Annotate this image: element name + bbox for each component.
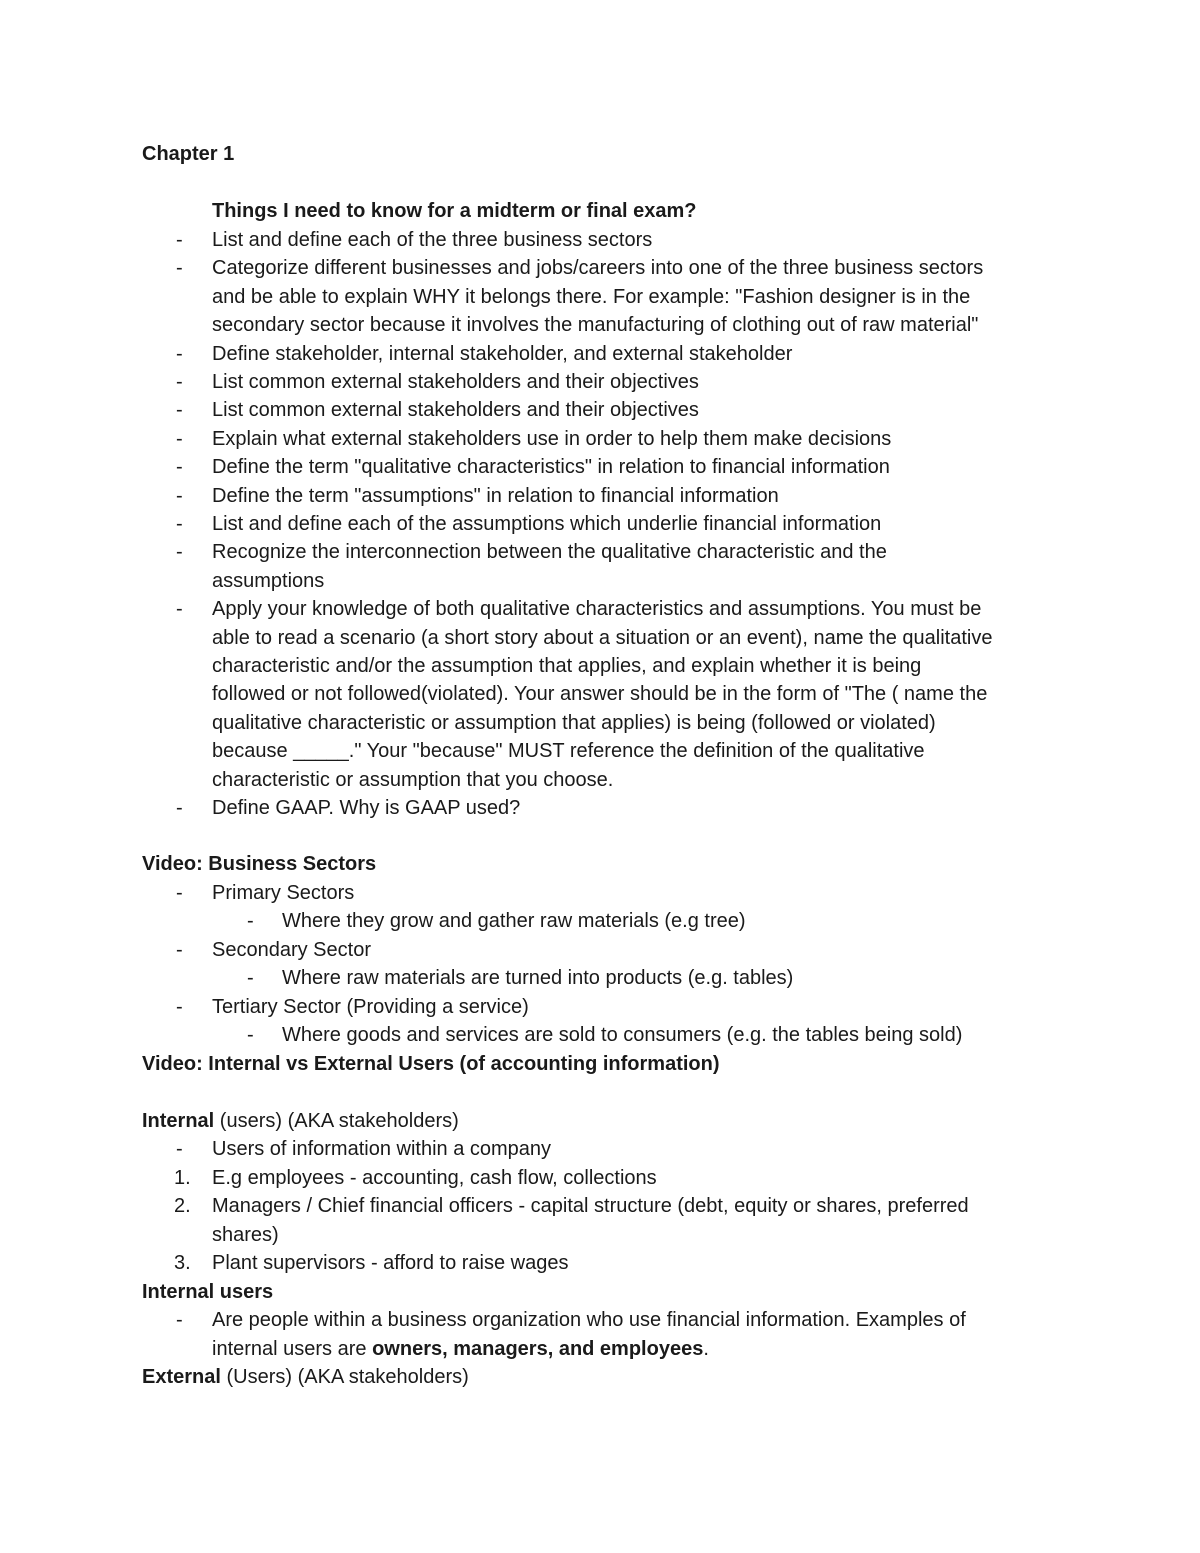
exam-item-line: characteristic or assumption that you choose. [212, 769, 614, 791]
bullet-dash: - [176, 1138, 183, 1160]
external-heading [142, 1365, 469, 1389]
exam-item-line: and be able to explain WHY it belongs there. For example: "Fashion designer is in the [212, 286, 971, 308]
numbered-item-line: Plant supervisors - afford to raise wages [212, 1252, 569, 1274]
exam-item-line: Recognize the interconnection between the qualitative characteristic and the [212, 541, 887, 563]
numbered-item-line: shares) [212, 1224, 279, 1246]
bullet-dash: - [176, 598, 183, 620]
bullet-dash: - [176, 485, 183, 507]
numbered-item-line: Managers / Chief financial officers - capital structure (debt, equity or shares, preferred [212, 1195, 969, 1217]
bullet-dash: - [176, 399, 183, 421]
exam-item-line: Apply your knowledge of both qualitative characteristics and assumptions. You must be [212, 598, 982, 620]
exam-item-line: List and define each of the assumptions which underlie financial information [212, 513, 882, 535]
video-internal-external-heading: Video: Internal vs External Users (of accounting information) [142, 1053, 720, 1075]
sub-bullet-dash: - [247, 1024, 254, 1046]
sector-label: Tertiary Sector (Providing a service) [212, 996, 529, 1018]
sector-detail: Where raw materials are turned into products (e.g. tables) [282, 967, 794, 989]
sub-bullet-dash: - [247, 967, 254, 989]
exam-item-line: secondary sector because it involves the manufacturing of clothing out of raw material" [212, 314, 979, 336]
external-heading-rest: (Users) (AKA stakeholders) [220, 1366, 469, 1388]
bullet-dash: - [176, 343, 183, 365]
exam-item-line: List common external stakeholders and their objectives [212, 371, 699, 393]
sub-bullet-dash: - [247, 910, 254, 932]
bullet-dash: - [176, 428, 183, 450]
exam-item-line: List and define each of the three business sectors [212, 229, 653, 251]
sector-label: Primary Sectors [212, 882, 355, 904]
internal-heading-bold: Internal [142, 1110, 215, 1132]
exam-item-line: Define stakeholder, internal stakeholder, and external stakeholder [212, 343, 793, 365]
video-business-sectors-heading: Video: Business Sectors [142, 853, 377, 875]
bullet-dash: - [176, 456, 183, 478]
bullet-dash: - [176, 996, 183, 1018]
internal-heading-rest: (users) (AKA stakeholders) [214, 1110, 459, 1132]
numbered-item-line: E.g employees - accounting, cash flow, collections [212, 1167, 657, 1189]
internal-bullet: Users of information within a company [212, 1138, 552, 1160]
exam-item-line: Define GAAP. Why is GAAP used? [212, 797, 521, 819]
bullet-dash: - [176, 541, 183, 563]
list-number: 2. [174, 1195, 191, 1217]
bullet-dash: - [176, 939, 183, 961]
sector-detail: Where goods and services are sold to consumers (e.g. the tables being sold) [282, 1024, 963, 1046]
bullet-dash: - [176, 797, 183, 819]
internal-users-heading: Internal users [142, 1281, 274, 1303]
exam-item-line: qualitative characteristic or assumption that applies) is being (followed or violated) [212, 712, 936, 734]
sector-detail: Where they grow and gather raw materials (e.g tree) [282, 910, 746, 932]
bullet-dash: - [176, 229, 183, 251]
internal-users-line-2-pre: internal users are [212, 1338, 373, 1360]
exam-item-line: Explain what external stakeholders use in order to help them make decisions [212, 428, 892, 450]
exam-item-line: able to read a scenario (a short story about a situation or an event), name the qualitative [212, 627, 993, 649]
internal-users-examples: owners, managers, and employees [372, 1338, 704, 1360]
bullet-dash: - [176, 513, 183, 535]
exam-item-line: List common external stakeholders and their objectives [212, 399, 699, 421]
list-number: 3. [174, 1252, 191, 1274]
chapter-title: Chapter 1 [142, 143, 235, 165]
internal-users-line-1: Are people within a business organization who use financial information. Examples of [212, 1309, 966, 1331]
sector-label: Secondary Sector [212, 939, 371, 961]
exam-item-line: Define the term "assumptions" in relation to financial information [212, 485, 779, 507]
exam-item-line: Categorize different businesses and jobs/careers into one of the three business sectors [212, 257, 984, 279]
bullet-dash: - [176, 882, 183, 904]
exam-item-line: characteristic and/or the assumption that applies, and explain whether it is being [212, 655, 922, 677]
bullet-dash: - [176, 1309, 183, 1331]
exam-item-line: Define the term "qualitative characteristics" in relation to financial information [212, 456, 890, 478]
list-number: 1. [174, 1167, 191, 1189]
exam-item-line: assumptions [212, 570, 325, 592]
exam-heading: Things I need to know for a midterm or final exam? [212, 200, 697, 222]
bullet-dash: - [176, 257, 183, 279]
exam-item-line: because _____." Your "because" MUST reference the definition of the qualitative [212, 740, 925, 762]
internal-heading [142, 1109, 459, 1133]
external-heading-bold: External [142, 1366, 221, 1388]
bullet-dash: - [176, 371, 183, 393]
internal-users-line-2 [212, 1337, 709, 1361]
exam-item-line: followed or not followed(violated). Your answer should be in the form of "The ( name the [212, 683, 988, 705]
internal-users-line-2-post: . [703, 1338, 709, 1360]
